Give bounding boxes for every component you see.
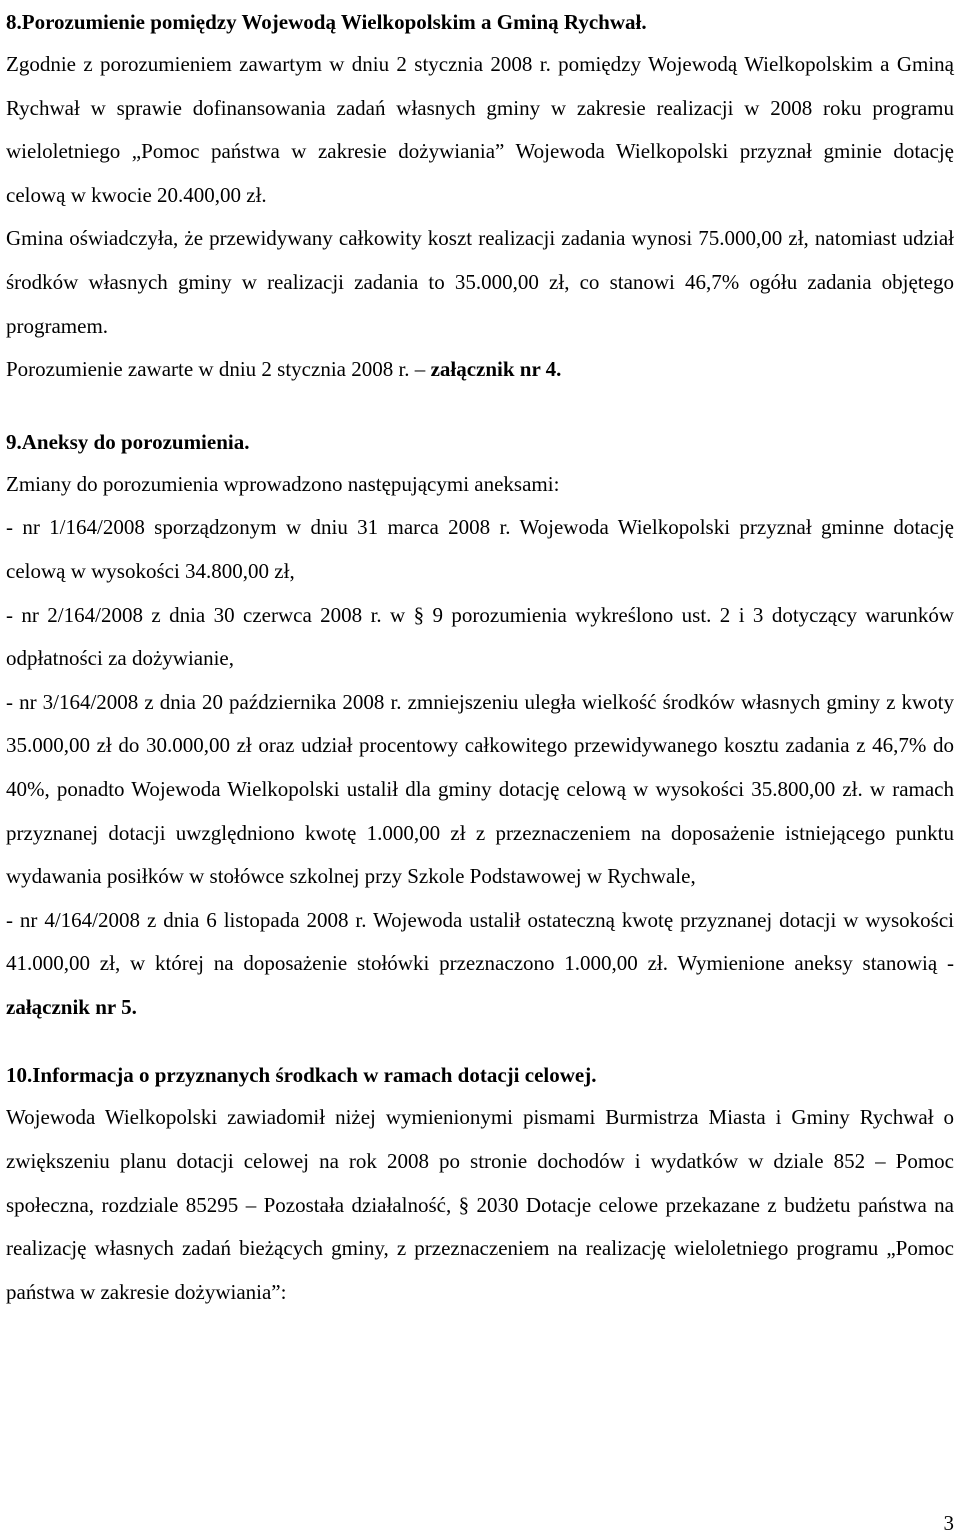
- section-8-heading: 8.Porozumienie pomiędzy Wojewodą Wielkopolskim a Gminą Rychwał.: [6, 10, 647, 34]
- annex-4-text: - nr 4/164/2008 z dnia 6 listopada 2008 r. Wojewoda ustalił ostateczną kwotę przyznanej dotacji w wysokości 41.000,00 zł, w której na doposażenie stołówki przeznaczono 1.000,00 zł. Wymienione aneksy stanowią -: [6, 907, 954, 976]
- section-9-intro: Zmiany do porozumienia wprowadzono następującymi aneksami:: [6, 471, 560, 496]
- section-8-paragraph-2: Gmina oświadczyła, że przewidywany całkowity koszt realizacji zadania wynosi 75.000,00 zł, natomiast udział środków własnych gminy w realizacji zadania to 35.000,00 zł, co stanowi 46,7% ogółu zadania objętego programem.: [6, 226, 954, 338]
- attachment-5-label: załącznik nr 5.: [6, 994, 137, 1019]
- section-8-paragraph-3: [6, 348, 954, 392]
- section-8-paragraph-1: Zgodnie z porozumieniem zawartym w dniu 2 stycznia 2008 r. pomiędzy Wojewodą Wielkopolskim a Gminą Rychwał w sprawie dofinansowania zadań własnych gminy w zakresie realizacji w 2008 roku programu wieloletniego „Pomoc państwa w zakresie dożywiania” Wojewoda Wielkopolski przyznał gminie dotację celową w kwocie 20.400,00 zł.: [6, 52, 954, 207]
- section-spacer: [6, 392, 954, 422]
- section-9-heading: 9.Aneksy do porozumienia.: [6, 429, 250, 454]
- section-10-heading: 10.Informacja o przyznanych środkach w ramach dotacji celowej.: [6, 1063, 597, 1088]
- annex-4-item: [6, 899, 954, 1030]
- annex-1-item: - nr 1/164/2008 sporządzonym w dniu 31 marca 2008 r. Wojewoda Wielkopolski przyznał gminne dotację celową w wysokości 34.800,00 zł,: [6, 515, 954, 583]
- section-10-paragraph-1: Wojewoda Wielkopolski zawiadomił niżej wymienionymi pismami Burmistrza Miasta i Gminy Rychwał o zwiększeniu planu dotacji celowej na rok 2008 po stronie dochodów i wydatków w dziale 852 – Pomoc społeczna, rozdziale 85295 – Pozostała działalność, § 2030 Dotacje celowe przekazane z budżetu państwa na realizację własnych zadań bieżących gminy, z przeznaczeniem na realizację wieloletniego programu „Pomoc państwa w zakresie dożywiania”:: [6, 1105, 954, 1304]
- page-number: 3: [943, 1511, 954, 1535]
- document-page: [6, 2, 954, 1314]
- annex-3-item: - nr 3/164/2008 z dnia 20 października 2008 r. zmniejszeniu uległa wielkość środków własnych gminy z kwoty 35.000,00 zł do 30.000,00 zł oraz udział procentowy całkowitego przewidywanego kosztu zadania z 46,7% do 40%, ponadto Wojewoda Wielkopolski ustalił dla gminy dotację celową w wysokości 35.800,00 zł. w ramach przyznanej dotacji uwzględniono kwotę 1.000,00 zł z przeznaczeniem na doposażenie istniejącego punktu wydawania posiłków w stołówce szkolnej przy Szkole Podstawowej w Rychwale,: [6, 689, 954, 889]
- agreement-date-text: Porozumienie zawarte w dniu 2 stycznia 2008 r. –: [6, 357, 426, 382]
- annex-2-item: - nr 2/164/2008 z dnia 30 czerwca 2008 r. w § 9 porozumienia wykreślono ust. 2 i 3 dotyczący warunków odpłatności za dożywianie,: [6, 602, 954, 671]
- attachment-4-label: załącznik nr 4.: [430, 357, 562, 382]
- section-spacer: [6, 1029, 954, 1055]
